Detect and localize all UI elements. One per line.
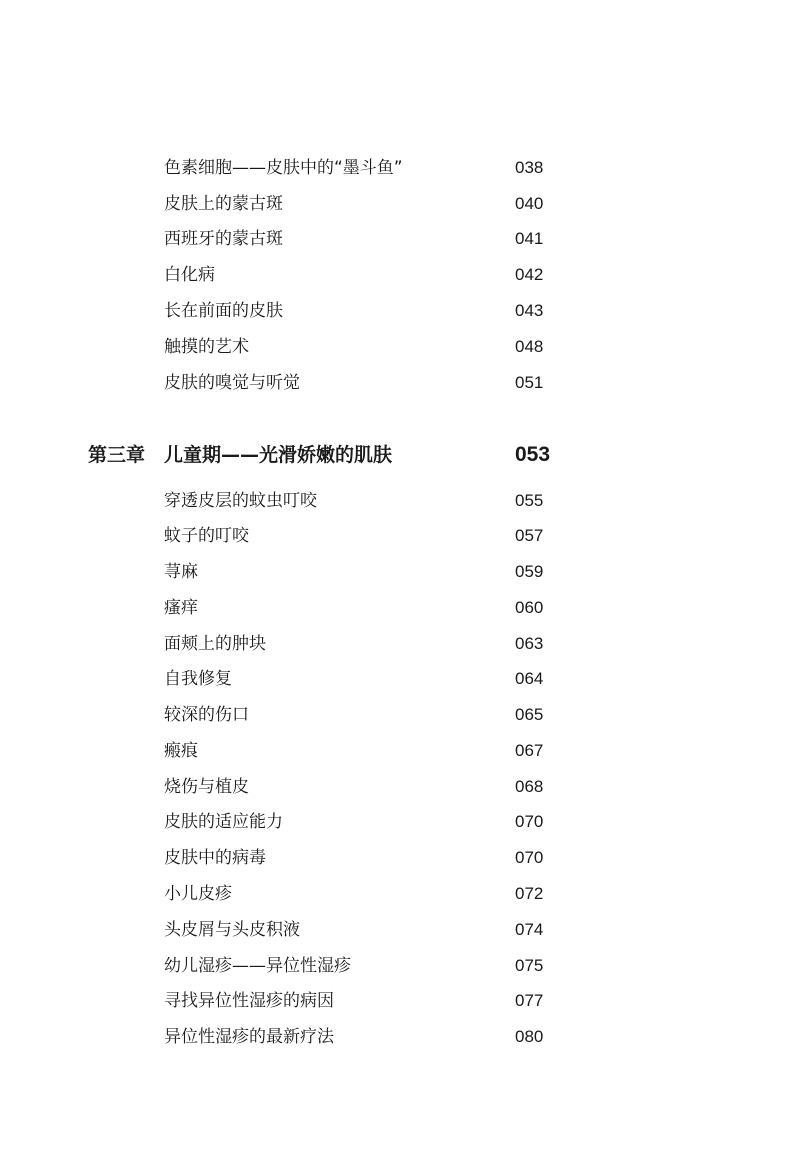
entry-page-number: 055 xyxy=(515,491,544,510)
chapter-heading xyxy=(0,442,800,482)
entry-page-number: 077 xyxy=(515,991,544,1010)
toc-entry xyxy=(0,954,800,990)
entry-title: 头皮屑与头皮积液 xyxy=(164,920,300,940)
entry-page-number: 040 xyxy=(515,194,544,213)
toc-entry xyxy=(0,1025,800,1061)
toc-entry xyxy=(0,810,800,846)
toc-entry xyxy=(0,371,800,407)
toc-entry xyxy=(0,524,800,560)
toc-entry xyxy=(0,263,800,299)
entry-title: 异位性湿疹的最新疗法 xyxy=(164,1027,334,1047)
toc-entry xyxy=(0,882,800,918)
entry-page-number: 057 xyxy=(515,526,544,545)
entry-title: 蚊子的叮咬 xyxy=(164,526,249,546)
entry-page-number: 067 xyxy=(515,741,544,760)
chapter-page-number: 053 xyxy=(515,443,551,466)
entry-title: 自我修复 xyxy=(164,669,232,689)
entry-title: 荨麻 xyxy=(164,562,198,582)
entry-title: 触摸的艺术 xyxy=(164,337,249,357)
entry-title: 面颊上的肿块 xyxy=(164,634,266,654)
toc-entry xyxy=(0,227,800,263)
toc-entry xyxy=(0,299,800,335)
entry-title: 皮肤上的蒙古斑 xyxy=(164,194,283,214)
entry-title: 瘙痒 xyxy=(164,598,198,618)
entry-page-number: 041 xyxy=(515,229,544,248)
entry-page-number: 072 xyxy=(515,884,544,903)
toc-entry xyxy=(0,918,800,954)
entry-title: 皮肤的适应能力 xyxy=(164,812,283,832)
entry-page-number: 064 xyxy=(515,669,544,688)
entry-title: 皮肤的嗅觉与听觉 xyxy=(164,373,300,393)
toc-entry xyxy=(0,775,800,811)
entry-page-number: 038 xyxy=(515,158,544,177)
entry-title: 烧伤与植皮 xyxy=(164,777,249,797)
entry-page-number: 065 xyxy=(515,705,544,724)
toc-entry xyxy=(0,156,800,192)
entry-title: 白化病 xyxy=(164,265,215,285)
entry-title: 西班牙的蒙古斑 xyxy=(164,229,283,249)
chapter-title: 儿童期——光滑娇嫩的肌肤 xyxy=(164,444,393,466)
toc-entry xyxy=(0,632,800,668)
entry-page-number: 042 xyxy=(515,265,544,284)
entry-page-number: 059 xyxy=(515,562,544,581)
entry-page-number: 048 xyxy=(515,337,544,356)
entry-page-number: 074 xyxy=(515,920,544,939)
entry-page-number: 075 xyxy=(515,956,544,975)
entry-page-number: 080 xyxy=(515,1027,544,1046)
toc-entry xyxy=(0,667,800,703)
entry-title: 幼儿湿疹——异位性湿疹 xyxy=(164,956,351,976)
toc-entry xyxy=(0,596,800,632)
entry-page-number: 043 xyxy=(515,301,544,320)
toc-entry xyxy=(0,989,800,1025)
entry-title: 色素细胞——皮肤中的“墨斗鱼” xyxy=(164,158,403,178)
entry-title: 穿透皮层的蚊虫叮咬 xyxy=(164,491,317,511)
entry-title: 较深的伤口 xyxy=(164,705,249,725)
entry-title: 瘢痕 xyxy=(164,741,198,761)
toc-entry xyxy=(0,703,800,739)
entry-page-number: 070 xyxy=(515,848,544,867)
toc-entry xyxy=(0,335,800,371)
entry-title: 长在前面的皮肤 xyxy=(164,301,283,321)
entry-page-number: 070 xyxy=(515,812,544,831)
entry-page-number: 068 xyxy=(515,777,544,796)
toc-entry xyxy=(0,489,800,525)
entry-page-number: 060 xyxy=(515,598,544,617)
toc-entry xyxy=(0,560,800,596)
chapter-number: 第三章 xyxy=(88,444,146,466)
toc-entry xyxy=(0,846,800,882)
entry-page-number: 063 xyxy=(515,634,544,653)
entry-title: 小儿皮疹 xyxy=(164,884,232,904)
toc-entry xyxy=(0,739,800,775)
toc-entry xyxy=(0,192,800,228)
entry-title: 皮肤中的病毒 xyxy=(164,848,266,868)
entry-page-number: 051 xyxy=(515,373,544,392)
entry-title: 寻找异位性湿疹的病因 xyxy=(164,991,334,1011)
